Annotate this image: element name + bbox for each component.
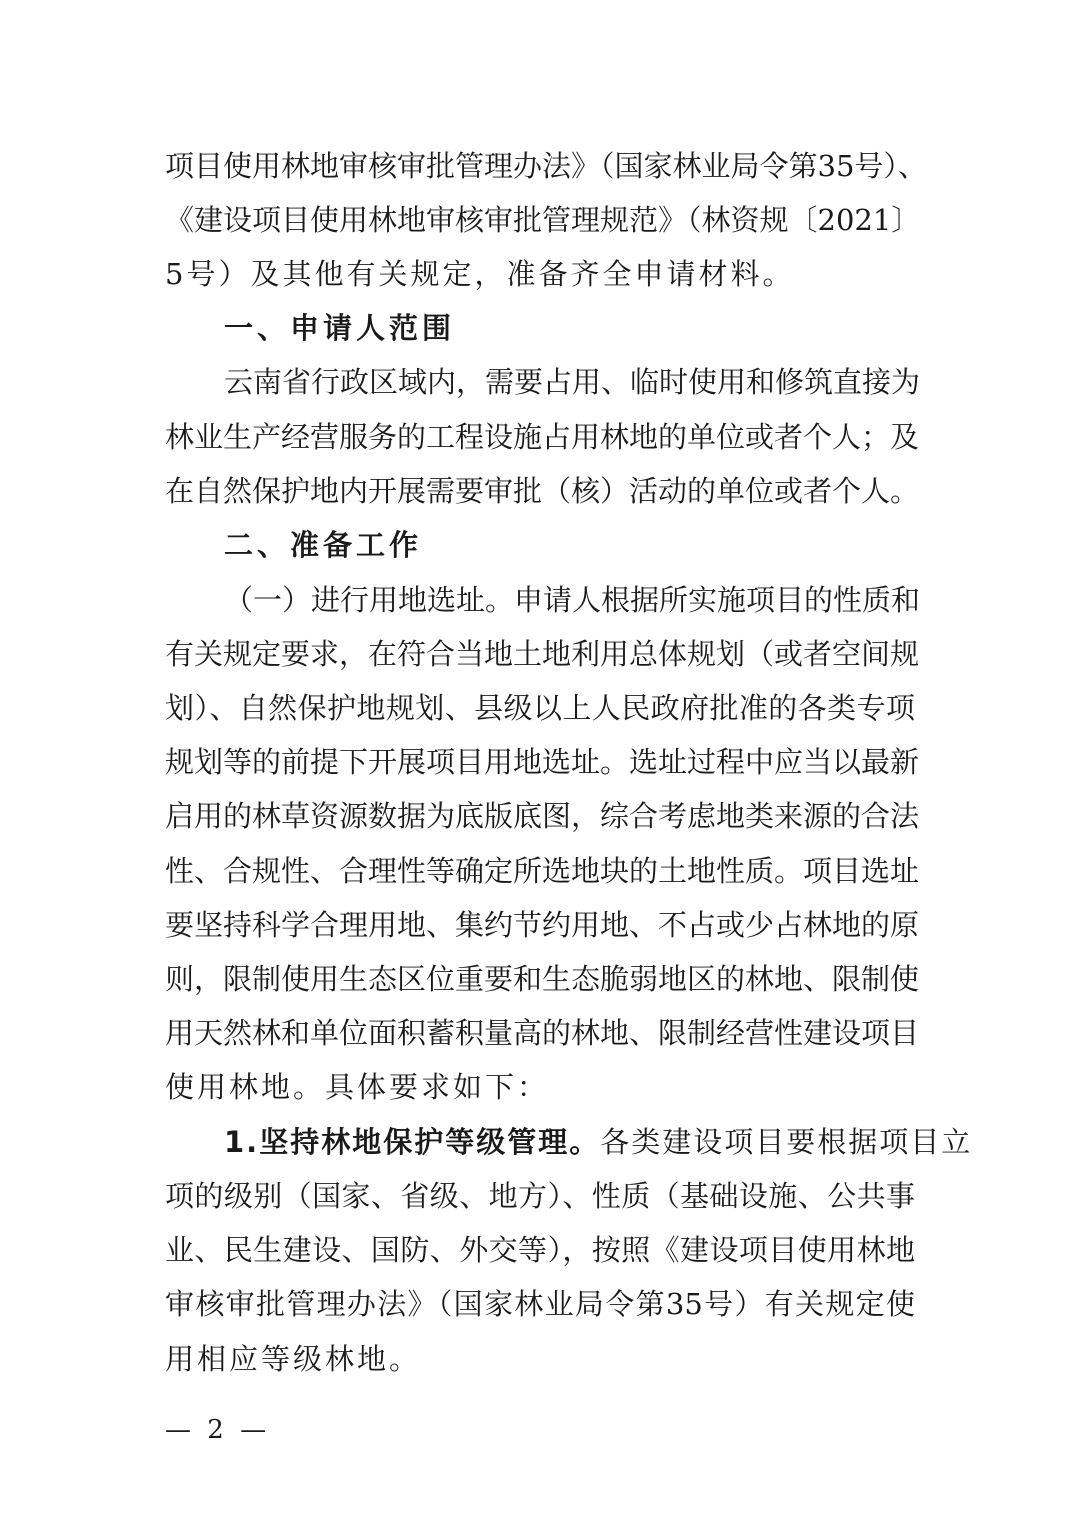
body-line: 要坚持科学合理用地、集约节约用地、不占或少占林地的原 [165,908,920,942]
item-1-first-line [224,1122,973,1162]
body-line: 有关规定要求，在符合当地土地利用总体规划（或者空间规 [165,637,920,671]
body-line: 在自然保护地内开展需要审批（核）活动的单位或者个人。 [165,474,920,508]
body-line: 划）、自然保护地规划、县级以上人民政府批准的各类专项 [165,691,915,725]
body-line: 使用林地。具体要求如下： [165,1070,550,1104]
body-line: 启用的林草资源数据为底版底图，综合考虑地类来源的合法 [165,799,920,833]
body-line: 规划等的前提下开展项目用地选址。选址过程中应当以最新 [165,745,920,779]
body-line: 性、合规性、合理性等确定所选地块的土地性质。项目选址 [165,854,920,888]
section-heading-applicant-scope: 一、申请人范围 [224,311,456,345]
body-line: 云南省行政区域内，需要占用、临时使用和修筑直接为 [224,365,921,399]
item-1-bold-lead: 1.坚持林地保护等级管理。 [224,1125,601,1159]
body-line: 审核审批管理办法》（国家林业局令第35号）有关规定使 [165,1287,915,1321]
item-1-lead-rest: 各类建设项目要根据项目立 [600,1125,973,1159]
body-line: 项目使用林地审核审批管理办法》（国家林业局令第35号）、 [165,149,927,183]
body-line: 项的级别（国家、省级、地方）、性质（基础设施、公共事 [165,1179,915,1213]
section-heading-preparation: 二、准备工作 [224,528,423,562]
page-number: — 2 — [165,1415,271,1445]
body-line: 5号）及其他有关规定，准备齐全申请材料。 [165,257,795,291]
body-line: 用天然林和单位面积蓄积量高的林地、限制经营性建设项目 [165,1016,920,1050]
body-line: 《建设项目使用林地审核审批管理规范》（林资规〔2021〕 [165,203,921,237]
body-line: 则，限制使用生态区位重要和生态脆弱地区的林地、限制使 [165,962,920,996]
body-line: （一）进行用地选址。申请人根据所实施项目的性质和 [224,583,921,617]
body-line: 业、民生建设、国防、外交等），按照《建设项目使用林地 [165,1233,915,1267]
body-line: 林业生产经营服务的工程设施占用林地的单位或者个人；及 [165,420,920,454]
body-line: 用相应等级林地。 [165,1342,422,1376]
